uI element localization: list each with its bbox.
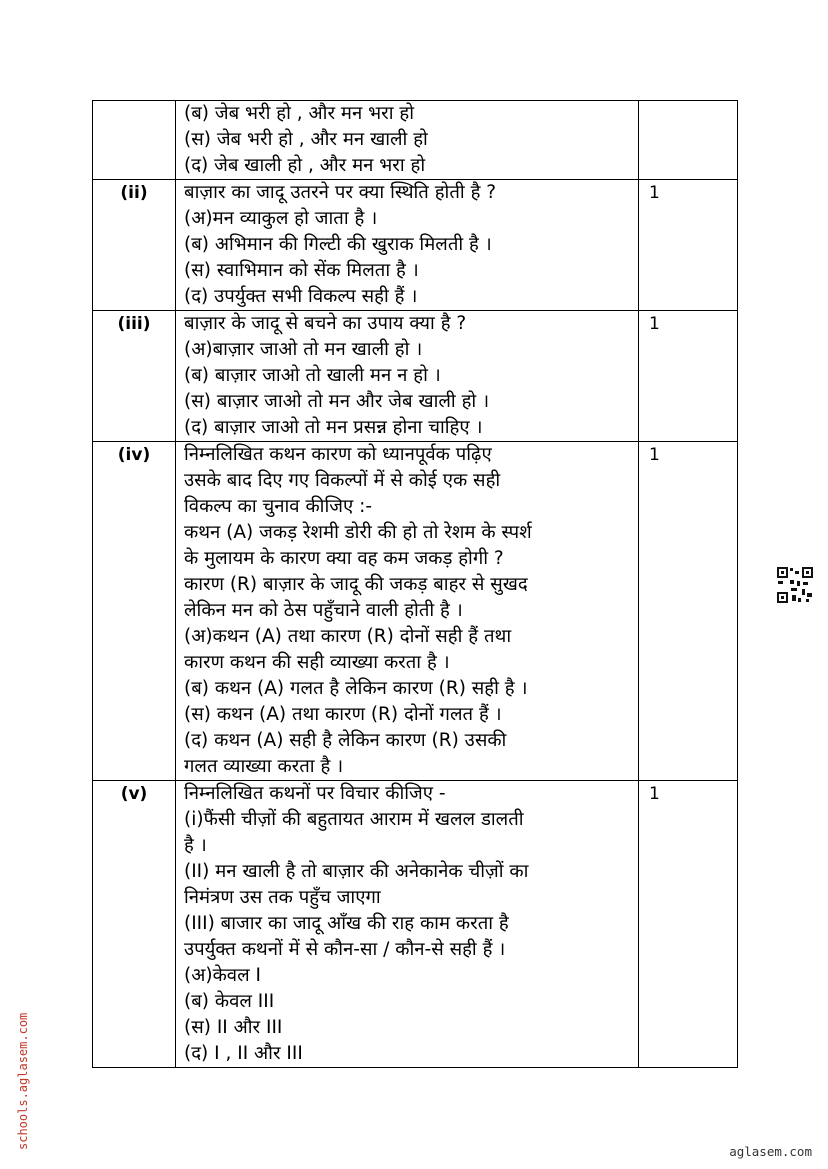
question-line: (ब) अभिमान की गिल्टी की खुराक मिलती है । [184, 234, 492, 255]
question-row [93, 442, 738, 781]
question-row [93, 781, 738, 1068]
question-number: (v) [93, 781, 176, 1068]
question-line: (द) I , II और III [184, 1043, 303, 1064]
question-line: (ब) केवल III [184, 991, 275, 1012]
marks-cell: 1 [639, 442, 738, 781]
question-line: (i)फैंसी चीज़ों की बहुतायत आराम में खलल डालती [184, 809, 524, 830]
question-number: (iii) [93, 311, 176, 442]
question-number: (ii) [93, 180, 176, 311]
question-text-cell [176, 101, 639, 180]
question-line: विकल्प का चुनाव कीजिए :- [184, 496, 373, 517]
question-row [93, 180, 738, 311]
marks-cell: 1 [639, 180, 738, 311]
question-number: (iv) [93, 442, 176, 781]
question-line: (अ)केवल I [184, 965, 261, 986]
question-line: (द) बाज़ार जाओ तो मन प्रसन्न होना चाहिए । [184, 417, 483, 438]
question-line: (II) मन खाली है तो बाज़ार की अनेकानेक चीज़ों का [184, 861, 529, 882]
question-line: (ब) कथन (A) गलत है लेकिन कारण (R) सही है । [184, 678, 528, 699]
question-line: है । [184, 835, 207, 856]
question-row [93, 101, 738, 180]
side-watermark-url: schools.aglasem.com [16, 1012, 30, 1150]
question-line: (अ)बाज़ार जाओ तो मन खाली हो । [184, 339, 423, 360]
question-line: (स) कथन (A) तथा कारण (R) दोनों गलत हैं । [184, 704, 502, 725]
question-table [92, 100, 738, 1068]
question-line: (स) II और III [184, 1017, 283, 1038]
question-line: निम्नलिखित कथन कारण को ध्यानपूर्वक पढ़िए [184, 444, 492, 465]
question-line: (द) उपर्युक्त सभी विकल्प सही हैं । [184, 286, 418, 307]
marks-cell [639, 101, 738, 180]
question-line: कथन (A) जकड़ रेशमी डोरी की हो तो रेशम के स्पर्श [184, 522, 532, 543]
marks-cell: 1 [639, 311, 738, 442]
question-line: (द) जेब खाली हो , और मन भरा हो [184, 155, 426, 176]
question-line: (अ)मन व्याकुल हो जाता है । [184, 208, 378, 229]
question-line: निमंत्रण उस तक पहुँच जाएगा [184, 887, 381, 908]
question-line: उसके बाद दिए गए विकल्पों में से कोई एक सही [184, 470, 501, 491]
qr-code-icon [776, 566, 814, 604]
question-line: (स) जेब भरी हो , और मन खाली हो [184, 129, 428, 150]
question-line: निम्नलिखित कथनों पर विचार कीजिए - [184, 783, 446, 804]
question-line: (स) बाज़ार जाओ तो मन और जेब खाली हो । [184, 391, 490, 412]
question-line: (ब) जेब भरी हो , और मन भरा हो [184, 103, 414, 124]
question-line: गलत व्याख्या करता है । [184, 756, 344, 777]
question-line: उपर्युक्त कथनों में से कौन-सा / कौन-से सही हैं । [184, 939, 506, 960]
question-line: (ब) बाज़ार जाओ तो खाली मन न हो । [184, 365, 441, 386]
question-line: लेकिन मन को ठेस पहुँचाने वाली होती है । [184, 600, 463, 621]
question-line: बाज़ार का जादू उतरने पर क्या स्थिति होती है ? [184, 182, 497, 203]
question-text-cell [176, 442, 639, 781]
question-line: (द) कथन (A) सही है लेकिन कारण (R) उसकी [184, 730, 507, 751]
question-line: (स) स्वाभिमान को सेंक मिलता है । [184, 260, 419, 281]
footer-watermark-url: aglasem.com [729, 1144, 812, 1159]
question-line: के मुलायम के कारण क्या वह कम जकड़ होगी ? [184, 548, 504, 569]
question-text-cell [176, 311, 639, 442]
question-line: बाज़ार के जादू से बचने का उपाय क्या है ? [184, 313, 467, 334]
question-row [93, 311, 738, 442]
question-text-cell [176, 180, 639, 311]
question-number [93, 101, 176, 180]
question-line: कारण (R) बाज़ार के जादू की जकड़ बाहर से सुखद [184, 574, 528, 595]
question-line: (III) बाजार का जादू आँख की राह काम करता है [184, 913, 509, 934]
question-line: (अ)कथन (A) तथा कारण (R) दोनों सही हैं तथा [184, 626, 512, 647]
marks-cell: 1 [639, 781, 738, 1068]
question-line: कारण कथन की सही व्याख्या करता है । [184, 652, 450, 673]
question-text-cell [176, 781, 639, 1068]
